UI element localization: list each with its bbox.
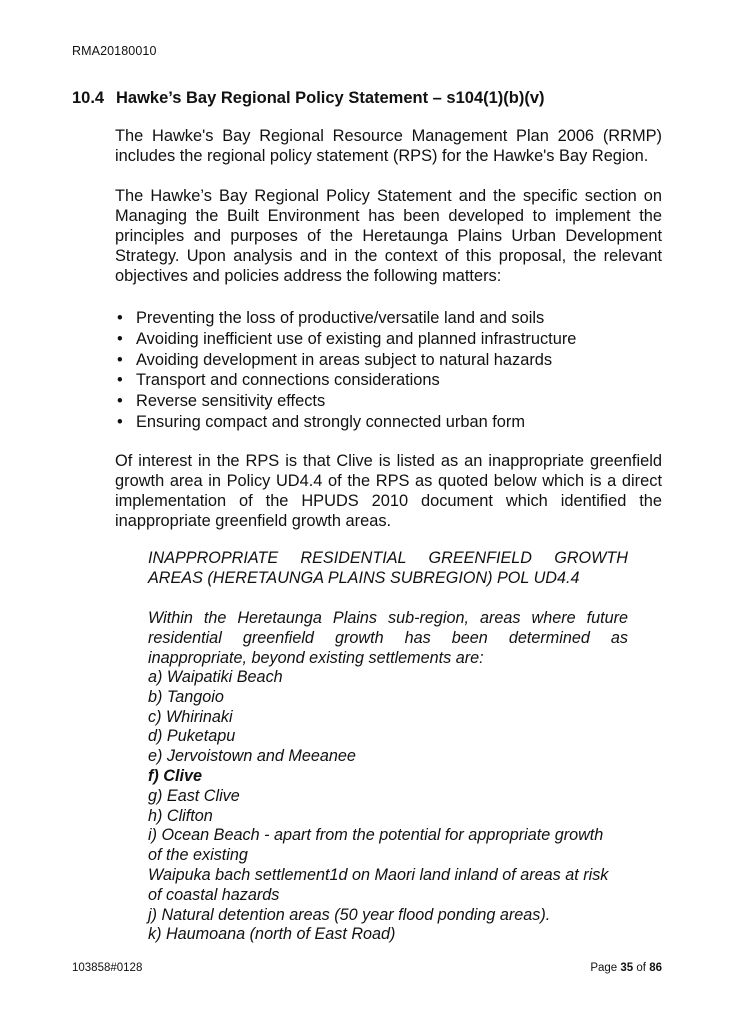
- list-item: of the existing: [148, 846, 248, 865]
- list-item: • Preventing the loss of productive/versatile land and soils: [117, 309, 545, 327]
- list-item: Waipuka bach settlement1d on Maori land inland of areas at risk: [148, 865, 609, 884]
- bullet-icon: •: [117, 371, 123, 390]
- list-item: • Transport and connections considerations: [117, 371, 440, 390]
- bullet-icon: •: [117, 412, 123, 431]
- list-item: j) Natural detention areas (50 year flood ponding areas).: [148, 905, 551, 924]
- footer-page-number: Page 35 of 86: [590, 962, 662, 974]
- list-item: h) Clifton: [148, 806, 213, 825]
- bullet-icon: •: [117, 350, 123, 369]
- list-item: • Avoiding development in areas subject to natural hazards: [117, 350, 553, 369]
- list-item: g) East Clive: [148, 786, 240, 805]
- list-item: e) Jervoistown and Meeanee: [148, 747, 356, 766]
- document-reference: RMA20180010: [72, 44, 157, 58]
- list-item: • Ensuring compact and strongly connected urban form: [117, 412, 526, 431]
- paragraph-rrmp: The Hawke's Bay Regional Resource Management Plan 2006 (RRMP) includes the regional policy statement (RPS) for the Hawke's Bay Region.: [115, 127, 662, 165]
- list-item: of coastal hazards: [148, 885, 280, 904]
- list-item: a) Waipatiki Beach: [148, 668, 283, 686]
- list-item: k) Haumoana (north of East Road): [148, 925, 396, 944]
- quote-area-list: [148, 668, 648, 945]
- section-title: Hawke’s Bay Regional Policy Statement – s104(1)(b)(v): [116, 89, 545, 107]
- section-number: 10.4: [72, 89, 105, 107]
- list-item: d) Puketapu: [148, 727, 236, 746]
- section-heading: [72, 89, 545, 108]
- list-item: i) Ocean Beach - apart from the potential for appropriate growth: [148, 826, 604, 845]
- bullet-icon: •: [117, 329, 123, 348]
- quote-intro: Within the Heretaunga Plains sub-region, areas where future residential greenfield growth has been determined as inappropriate, beyond existing settlements are:: [148, 609, 628, 667]
- bullet-icon: •: [117, 309, 123, 327]
- paragraph-rps-overview: The Hawke’s Bay Regional Policy Statement and the specific section on Managing the Built Environment has been developed to implement the principles and purposes of the Heretaunga Plains Urban Development Strategy. Upon analysis and in the context of this proposal, the relevant objectives and policies address the following matters:: [115, 187, 662, 285]
- quote-title: INAPPROPRIATE RESIDENTIAL GREENFIELD GROWTH AREAS (HERETAUNGA PLAINS SUBREGION) POL UD4.4: [148, 549, 628, 587]
- matters-bullet-list: [115, 308, 576, 433]
- list-item-clive: f) Clive: [148, 766, 202, 785]
- list-item: b) Tangoio: [148, 687, 224, 706]
- list-item: • Reverse sensitivity effects: [117, 392, 326, 411]
- bullet-icon: •: [117, 392, 123, 411]
- list-item: c) Whirinaki: [148, 707, 233, 726]
- list-item: • Avoiding inefficient use of existing and planned infrastructure: [117, 329, 577, 348]
- paragraph-clive-interest: Of interest in the RPS is that Clive is listed as an inappropriate greenfield growth area in Policy UD4.4 of the RPS as quoted below which is a direct implementation of the HPUDS 2010 document which identified the inappropriate greenfield growth areas.: [115, 452, 662, 530]
- footer-doc-id: 103858#0128: [72, 962, 143, 974]
